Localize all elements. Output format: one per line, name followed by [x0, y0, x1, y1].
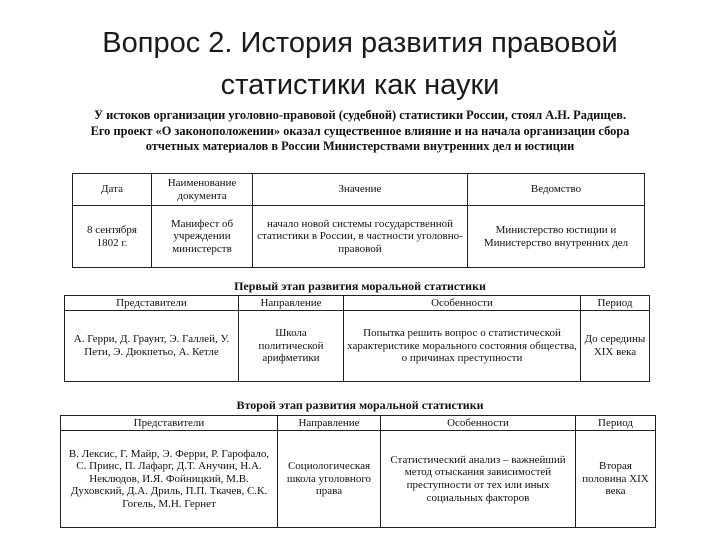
- cell-agency: Министерство юстиции и Министерство внутренних дел: [468, 206, 645, 268]
- stage1-table: [64, 295, 650, 382]
- slide-title-line-1: Вопрос 2. История развития правовой: [102, 27, 618, 59]
- manifest-table-header-row: [73, 174, 645, 206]
- intro-line-3: отчетных материалов в России Министерствами внутренних дел и юстиции: [145, 139, 575, 153]
- cell-period: Вторая половина XIX века: [576, 431, 656, 528]
- header-features: Особенности: [381, 416, 576, 431]
- cell-direction: Школа политической арифметики: [239, 311, 344, 382]
- table-row: [61, 431, 656, 528]
- intro-line-1: У истоков организации уголовно-правовой (судебной) статистики России, стоял А.Н. Радищев.: [93, 108, 627, 122]
- header-features: Особенности: [344, 296, 581, 311]
- header-meaning: Значение: [253, 174, 468, 206]
- cell-representatives: В. Лексис, Г. Майр, Э. Ферри, Р. Гарофало, С. Принс, П. Лафарг, Д.Т. Анучин, Н.А. Неклюдов, И.Я. Фойницкий, М.В. Духовский, Д.А. Дриль, П.П. Ткачев, С.К. Гогель, М.Н. Гернет: [61, 431, 278, 528]
- stage2-caption: Второй этап развития моральной статистики: [236, 398, 484, 412]
- table-row: [73, 206, 645, 268]
- header-period: Период: [576, 416, 656, 431]
- intro-line-2: Его проект «О законоположении» оказал существенное влияние и на начала организации сбора: [90, 123, 630, 138]
- table-row: [65, 311, 650, 382]
- slide-title-line-2: статистики как науки: [220, 69, 500, 101]
- cell-direction: Социологическая школа уголовного права: [278, 431, 381, 528]
- stage2-table: [60, 415, 656, 528]
- cell-representatives: А. Герри, Д. Граунт, Э. Галлей, У. Пети, Э. Дюкпетьо, А. Кетле: [65, 311, 239, 382]
- slide-title: [0, 22, 720, 106]
- intro-paragraph: [36, 108, 684, 155]
- header-agency: Ведомство: [468, 174, 645, 206]
- cell-features: Попытка решить вопрос о статистической характеристике морального состояния общества, о причинах преступности: [344, 311, 581, 382]
- cell-period: До середины XIX века: [581, 311, 650, 382]
- stage1-header-row: [65, 296, 650, 311]
- header-direction: Направление: [278, 416, 381, 431]
- header-document: Наименование документа: [152, 174, 253, 206]
- cell-meaning: начало новой системы государственной статистики в России, в частности уголовно-правовой: [253, 206, 468, 268]
- header-direction: Направление: [239, 296, 344, 311]
- cell-date: 8 сентября 1802 г.: [73, 206, 152, 268]
- header-period: Период: [581, 296, 650, 311]
- manifest-table: [72, 173, 645, 268]
- stage2-header-row: [61, 416, 656, 431]
- stage1-caption: Первый этап развития моральной статистики: [234, 279, 486, 293]
- cell-features: Статистический анализ – важнейший метод отыскания зависимостей преступности от тех или иных социальных факторов: [381, 431, 576, 528]
- header-representatives: Представители: [61, 416, 278, 431]
- header-representatives: Представители: [65, 296, 239, 311]
- cell-document: Манифест об учреждении министерств: [152, 206, 253, 268]
- header-date: Дата: [73, 174, 152, 206]
